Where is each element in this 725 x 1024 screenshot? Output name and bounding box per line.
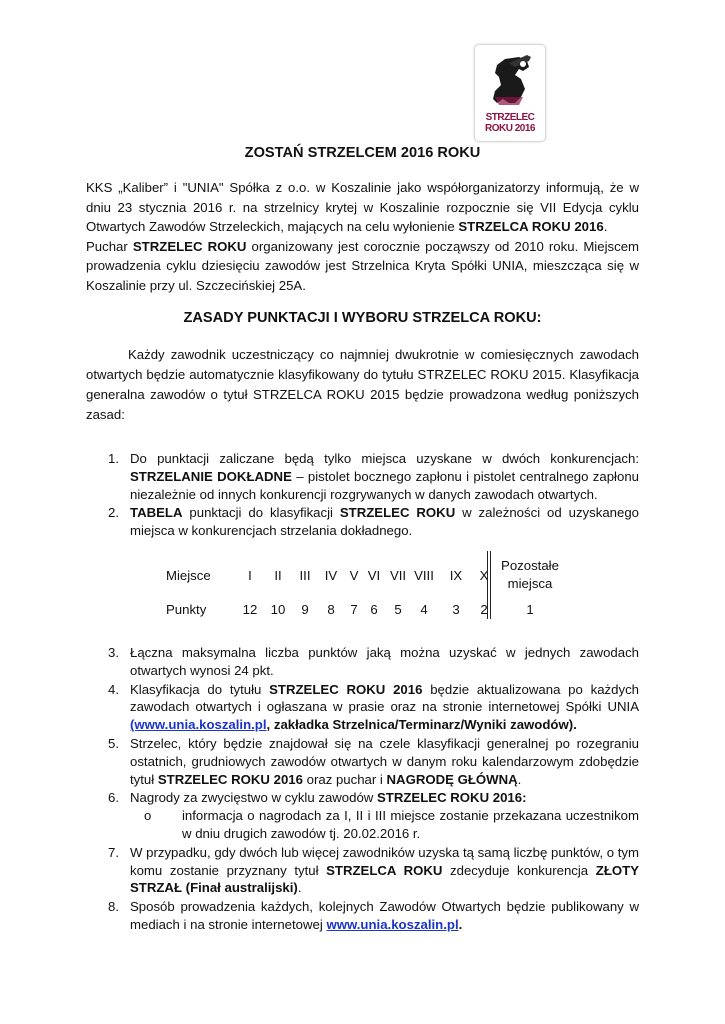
logo-text-line1: STRZELEC [485,112,535,123]
table-rest-header: Pozostałe miejsca [501,558,559,591]
table-points-cell: 8 [327,602,335,617]
table-place-cell: II [274,568,282,583]
rules-intro: Każdy zawodnik uczestniczący co najmniej dwukrotnie w comiesięcznych zawodach otwartych będzie automatycznie klasyfikowany do tytułu STRZELEC ROKU 2015. Klasyfikacja generalna zawodów o tytuł STRZELCA ROKU 2015 będzie prowadzona według poniższych zasad: [86,347,639,422]
table-points-cell: 2 [480,602,488,617]
circle-bullet-icon: o [144,808,152,824]
list-item: 5. Strzelec, który będzie znajdował się na czele klasyfikacji generalnej po rozegraniu ostatnich, grudniowych zawodów otwartych w danym roku kalendarzowym zdobędzie tytuł STRZELEC ROKU 2016 oraz puchar i NAGRODĘ GŁÓWNĄ. [108,735,639,787]
unia-website-link[interactable]: www.unia.koszalin.pl [326,916,459,932]
table-place-cell: IV [324,568,338,583]
table-row-label-points: Punkty [166,602,207,617]
list-item: 7. W przypadku, gdy dwóch lub więcej zawodników uzyska tą samą liczbę punktów, o tym komu zostanie przyznany tytuł STRZELCA ROKU zdecyduje konkurencja ZŁOTY STRZAŁ (Finał australijski). [108,844,639,896]
list-item: 2. TABELA punktacji do klasyfikacji STRZELEC ROKU w zależności od uzyskanego miejsca w konkurencjach strzelania dokładnego. [108,505,639,539]
unia-website-link[interactable]: (www.unia.koszalin.pl [130,717,267,733]
table-row-label-place: Miejsce [166,568,211,583]
strzelec-roku-logo [474,44,546,142]
table-divider [487,551,491,619]
table-place-cell: III [299,568,311,583]
list-item: 6. Nagrody za zwycięstwo w cyklu zawodów STRZELEC ROKU 2016: o informacja o nagrodach za I, II i III miejsce zostanie przekazana uczestnikom w dniu drugich zawodów tj. 20.02.2016 r. [108,790,639,841]
points-table [166,560,566,620]
table-place-cell: V [349,568,359,583]
table-points-cell: 3 [452,602,460,617]
table-points-cell: 7 [350,602,358,617]
logo-text-line2: ROKU 2016 [485,123,535,134]
table-place-cell: VIII [414,568,434,583]
table-points-cell: 12 [242,602,258,617]
rules-list-part1 [108,450,639,540]
list-item: 1. Do punktacji zaliczane będą tylko miejsca uzyskane w dwóch konkurencjach: STRZELANIE DOKŁADNE – pistolet bocznego zapłonu i pistolet centralnego zapłonu niezależnie od innych konkurencji rozgrywanych w danych zawodach otwartych. [108,451,639,502]
table-rest-points: 1 [526,602,534,617]
rules-list-part2 [108,644,639,934]
sub-list-item: o informacja o nagrodach za I, II i III miejsce zostanie przekazana uczestnikom w dniu drugich zawodów tj. 20.02.2016 r. [144,808,639,841]
table-place-cell: X [479,568,489,583]
table-place-cell: I [248,568,252,583]
list-item: 4. Klasyfikacja do tytułu STRZELEC ROKU 2016 będzie aktualizowana po każdych zawodach otwartych i ogłaszana w prasie oraz na stronie internetowej Spółki UNIA (www.unia.koszalin.pl, zakładka Strzelnica/Terminarz/Wyniki zawodów). [108,681,639,733]
table-points-cell: 4 [420,602,428,617]
intro-paragraph: KKS „Kaliber” i "UNIA" Spółka z o.o. w Koszalinie jako współorganizatorzy informują, że w dniu 23 stycznia 2016 r. na strzelnicy krytej w Koszalinie rozpocznie się VII Edycja cyklu Otwartych Zawodów Strzeleckich, mających na celu wyłonienie STRZELCA ROKU 2016. Puchar STRZELEC ROKU organizowany jest corocznie począwszy od 2010 roku. Miejscem prowadzenia cyklu dziesięciu zawodów jest Strzelnica Kryta Spółki UNIA, mieszcząca się w Koszalinie przy ul. Szczecińskiej 25A. [86,180,640,293]
list-item: 8. Sposób prowadzenia każdych, kolejnych Zawodów Otwartych będzie publikowany w mediach i na stronie internetowej www.unia.koszalin.pl. [108,899,639,932]
table-place-cell: IX [449,568,463,583]
page-title: ZOSTAŃ STRZELCEM 2016 ROKU [244,145,481,161]
list-item: 3. Łączna maksymalna liczba punktów jaką można uzyskać w jednych zawodach otwartych wynosi 24 pkt. [108,645,639,678]
table-place-cell: VII [389,568,407,583]
table-place-cell: VI [367,568,381,583]
section-title: ZASADY PUNKTACJI I WYBORU STRZELCA ROKU: [183,310,542,326]
table-points-cell: 9 [301,602,309,617]
table-points-cell: 6 [370,602,378,617]
table-points-cell: 10 [270,602,286,617]
table-points-cell: 5 [394,602,402,617]
